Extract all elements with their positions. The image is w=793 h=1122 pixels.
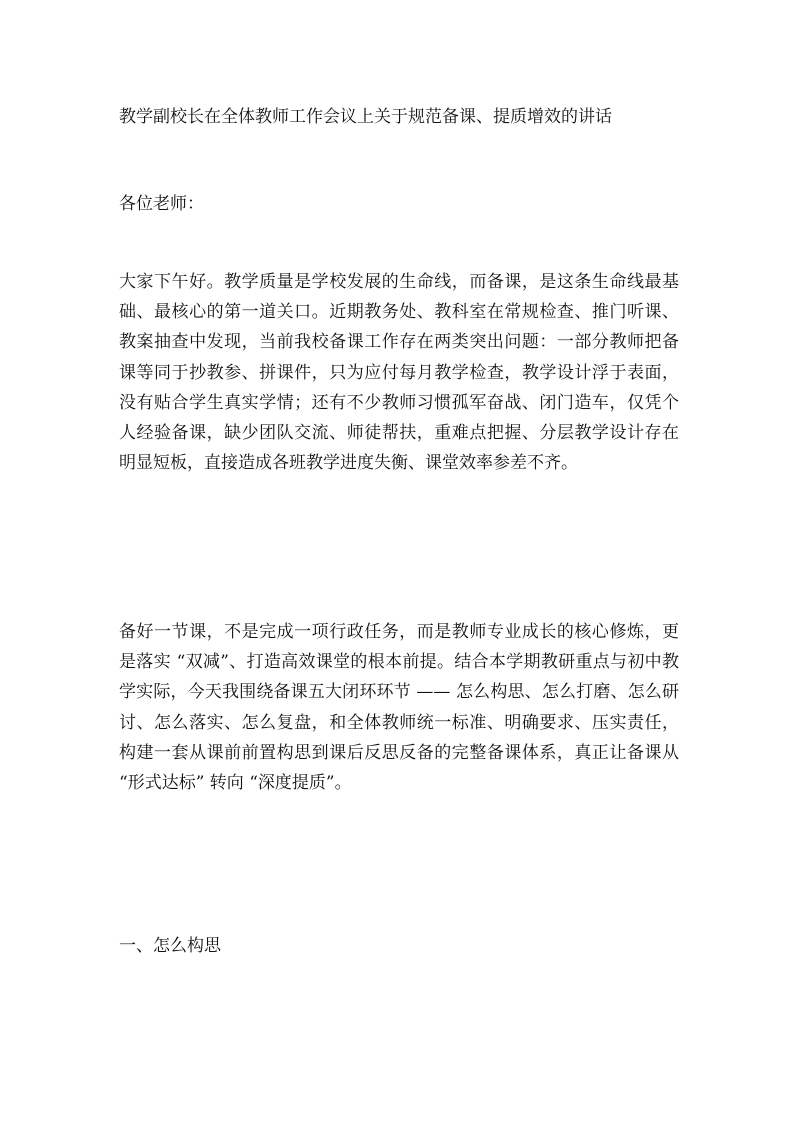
salutation: 各位老师： bbox=[119, 194, 204, 214]
paragraph-purpose: 备好一节课，不是完成一项行政任务，而是教师专业成长的核心修炼，更是落实 “双减”、打造高效课堂的根本前提。结合本学期教研重点与初中教学实际，今天我围绕备课五大闭环环节 —— 怎么构思、怎么打磨、怎么研讨、怎么落实、怎么复盘，和全体教师统一标准、明确要求、压实责任，构建一套从课前前置构思到课后反思反备的完整备课体系，真正让备课从 “形式达标” 转向 “深度提质”。 bbox=[119, 622, 679, 794]
section-heading: 一、怎么构思 bbox=[119, 936, 221, 956]
document-title: 教学副校长在全体教师工作会议上关于规范备课、提质增效的讲话 bbox=[119, 107, 612, 127]
paragraph-intro: 大家下午好。教学质量是学校发展的生命线，而备课，是这条生命线最基础、最核心的第一道关口。近期教务处、教科室在常规检查、推门听课、教案抽查中发现，当前我校备课工作存在两类突出问题：一部分教师把备课等同于抄教参、拼课件，只为应付每月教学检查，教学设计浮于表面，没有贴合学生真实学情；还有不少教师习惯孤军奋战、闭门造车，仅凭个人经验备课，缺少团队交流、师徒帮扶，重难点把握、分层教学设计存在明显短板，直接造成各班教学进度失衡、课堂效率参差不齐。 bbox=[119, 272, 679, 474]
